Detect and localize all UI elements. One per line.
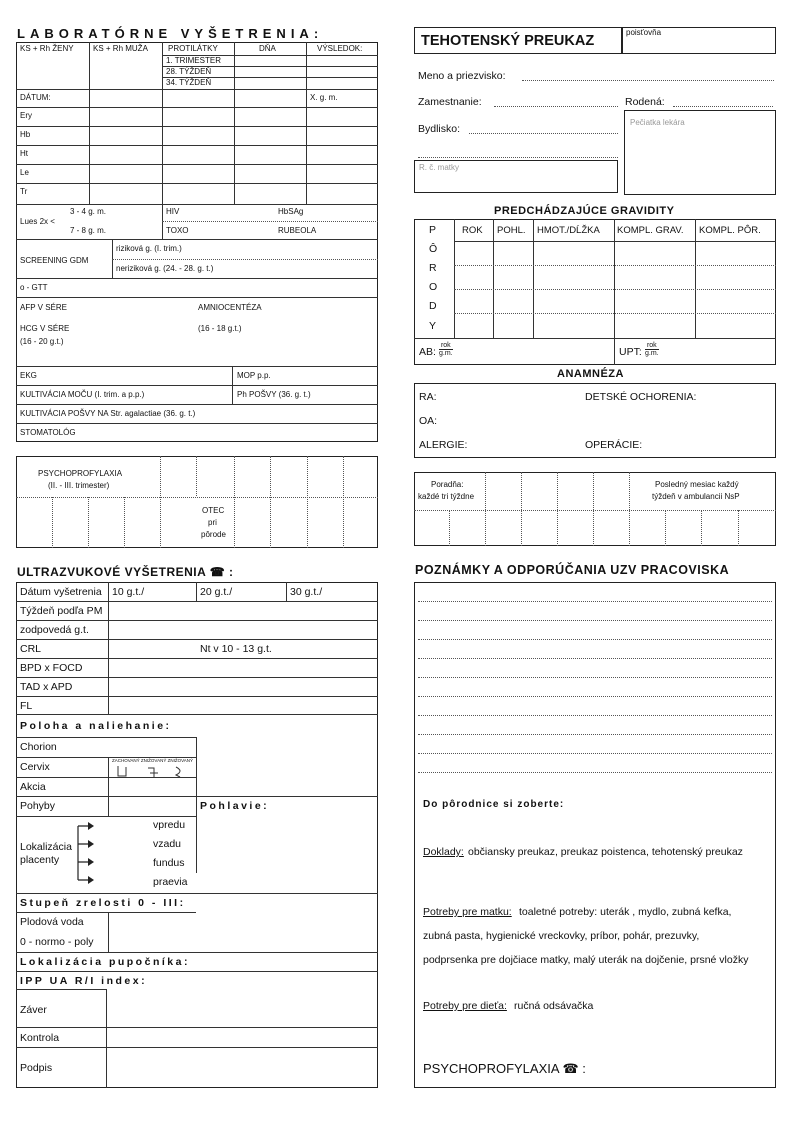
usg-g10: 10 g.t./ <box>112 586 145 598</box>
pg-col-kompl-grav: KOMPL. GRAV. <box>617 225 684 236</box>
anam-ra: RA: <box>419 391 437 403</box>
anam-operacie: OPERÁCIE: <box>585 439 643 451</box>
pg-col-kompl-por: KOMPL. PÔR. <box>699 225 761 236</box>
pg-ab-frac <box>439 342 453 357</box>
usg-akcia: Akcia <box>20 781 46 793</box>
usg-nt: Nt v 10 - 13 g.t. <box>200 643 272 655</box>
pg-col-pohl: POHL. <box>497 225 526 236</box>
gdm-a: riziková g. (I. trim.) <box>116 244 182 253</box>
ekg-label: EKG <box>20 371 37 380</box>
pg-ab-rok: rok <box>440 342 451 349</box>
cervix-stamp-text: ZACHOVANÝ ZNIŽOVANÝ ZNIŽOVANÝ <box>112 758 194 763</box>
usg-title-text: ULTRAZVUKOVÉ VYŠETRENIA <box>17 565 206 579</box>
row-ery: Ery <box>20 111 32 120</box>
usg-row-gt: zodpovedá g.t. <box>20 624 89 636</box>
kult-posv-label: KULTIVÁCIA POŠVY NA Str. agalactiae (36. g. t.) <box>20 409 196 418</box>
usg-title <box>17 566 234 578</box>
col-ks-zeny: KS + Rh ŽENY <box>20 44 74 53</box>
pg-title: PREDCHÁDZAJÚCE GRAVIDITY <box>494 205 675 217</box>
afp-label: AFP V SÉRE <box>20 303 67 312</box>
usg-title-colon: : <box>229 565 234 579</box>
lues-b: 7 - 8 g. m. <box>70 226 107 235</box>
pg-col-rok: ROK <box>462 225 483 236</box>
zamest-field[interactable] <box>494 106 618 107</box>
pg-ab-gm: g.m. <box>439 350 453 357</box>
usg-normo: 0 - normo - poly <box>20 936 94 948</box>
lues-a: 3 - 4 g. m. <box>70 207 107 216</box>
poradna-right-2: týždeň v ambulancii NsP <box>652 492 740 501</box>
pg-letter-o1: Ô <box>429 243 438 255</box>
rubeola-label: RUBEOLA <box>278 226 317 235</box>
notes-matku-text-1: toaletné potreby: uterák , mydlo, zubná kefka, <box>519 906 732 918</box>
poradna-right-1: Posledný mesiac každý <box>655 480 739 489</box>
pg-upt-rok: rok <box>646 342 657 349</box>
usg-datum: Dátum vyšetrenia <box>20 586 102 598</box>
col-dna: DŇA <box>259 44 276 53</box>
pg-letter-p: P <box>429 224 437 236</box>
rodena-field[interactable] <box>673 106 773 107</box>
notes-matku-label: Potreby pre matku: <box>423 906 512 918</box>
usg-zaver: Záver <box>20 1004 47 1016</box>
gdm-b: neriziková g. (24. - 28. g. t.) <box>116 264 214 273</box>
row-hb: Hb <box>20 130 31 139</box>
lab-title: LABORATÓRNE VYŠETRENIA: <box>17 26 324 41</box>
pg-upt-frac <box>645 342 659 357</box>
ogtt-label: o - GTT <box>20 283 48 292</box>
otec-1: OTEC <box>202 506 225 515</box>
week28: 28. TÝŽDEŇ <box>166 67 212 76</box>
meno-field[interactable] <box>522 80 774 81</box>
usg-pupocnik: Lokalizácia pupočníka: <box>20 956 190 968</box>
usg-ipp: IPP UA R/I index: <box>20 975 148 987</box>
usg-cervix: Cervix <box>20 761 50 773</box>
usg-podpis: Podpis <box>20 1062 53 1074</box>
usg-lok1: Lokalizácia <box>20 841 72 853</box>
col-vysledok: VÝSLEDOK: <box>317 44 363 53</box>
peciatka-label: Pečiatka lekára <box>630 118 685 127</box>
otec-3: pôrode <box>201 530 226 539</box>
usg-row-crl: CRL <box>20 643 42 655</box>
usg-fundus: fundus <box>153 857 185 869</box>
kult-moc-label: KULTIVÁCIA MOČU (I. trim. a p.p.) <box>20 390 145 399</box>
usg-vpredu: vpredu <box>153 819 186 831</box>
usg-g30: 30 g.t./ <box>290 586 323 598</box>
otec-2: pri <box>208 518 217 527</box>
pg-ab: AB: <box>419 346 436 358</box>
toxo-label: TOXO <box>166 226 189 235</box>
notes-dieta-label: Potreby pre dieťa: <box>423 1000 507 1012</box>
usg-row-bpd: BPD x FOCD <box>20 662 83 674</box>
usg-plodova: Plodová voda <box>20 916 84 928</box>
hbsag-label: HbSAg <box>278 207 304 216</box>
tp-title: TEHOTENSKÝ PREUKAZ <box>421 33 595 49</box>
pg-upt: UPT: <box>619 346 642 358</box>
week34: 34. TÝŽDEŇ <box>166 78 212 87</box>
hiv-label: HIV <box>166 207 180 216</box>
rodena-label: Rodená: <box>625 96 665 108</box>
xgm-label: X. g. m. <box>310 93 338 102</box>
notes-psycho <box>423 1062 586 1075</box>
trim1: 1. TRIMESTER <box>166 56 221 65</box>
zamest-label: Zamestnanie: <box>418 96 482 108</box>
usg-kontrola: Kontrola <box>20 1032 60 1044</box>
usg-pohlavie: Pohlavie: <box>200 800 270 812</box>
col-ks-muza: KS + Rh MUŽA <box>93 44 148 53</box>
usg-g20: 20 g.t./ <box>200 586 233 598</box>
meno-label: Meno a priezvisko: <box>418 70 506 82</box>
anam-oa: OA: <box>419 415 438 427</box>
stoma-label: STOMATOLÓG <box>20 428 76 437</box>
usg-praevia: praevia <box>153 876 188 888</box>
notes-phone-icon: ☎ <box>562 1061 579 1076</box>
lab-table <box>16 42 378 442</box>
ph-label: Ph POŠVY (36. g. t.) <box>237 390 311 399</box>
notes-porodnica: Do pôrodnice si zoberte: <box>423 799 565 810</box>
pg-letter-d: D <box>429 300 437 312</box>
row-ht: Ht <box>20 149 28 158</box>
psycho-sub: (II. - III. trimester) <box>48 481 110 490</box>
pg-col-hmot: HMOT./DĹŽKA <box>537 225 600 236</box>
usg-vzadu: vzadu <box>153 838 182 850</box>
row-tr: Tr <box>20 187 28 196</box>
anam-title: ANAMNÉZA <box>557 368 624 380</box>
bydlisko-label: Bydlisko: <box>418 123 461 135</box>
row-le: Le <box>20 168 29 177</box>
usg-row-tad: TAD x APD <box>20 681 73 693</box>
usg-chorion: Chorion <box>20 741 57 753</box>
poistovna-label: poisťovňa <box>626 28 662 37</box>
gdm-label: SCREENING GDM <box>20 256 89 265</box>
usg-poloha: Poloha a naliehanie: <box>20 720 172 732</box>
lues-label: Lues 2x < <box>20 217 55 226</box>
rc-label: R. č. matky <box>419 163 460 172</box>
col-protilatky: PROTILÁTKY <box>168 44 218 53</box>
psycho-title: PSYCHOPROFYLAXIA <box>38 469 123 478</box>
poradna-left-1: Poradňa: <box>431 480 464 489</box>
poradna-left-2: každé tri týždne <box>418 492 475 501</box>
anam-detske: DETSKÉ OCHORENIA: <box>585 391 697 403</box>
notes-title: POZNÁMKY A ODPORÚČANIA UZV PRACOVISKA <box>415 563 730 577</box>
notes-psycho-colon: : <box>582 1061 586 1076</box>
usg-stupen: Stupeň zrelosti 0 - III: <box>20 897 186 909</box>
pg-letter-o2: O <box>429 281 438 293</box>
usg-pohyby: Pohyby <box>20 800 56 812</box>
mop-label: MOP p.p. <box>237 371 271 380</box>
pg-letter-y: Y <box>429 320 437 332</box>
hcg-sub: (16 - 20 g.t.) <box>20 337 64 346</box>
notes-dieta-text: ručná odsávačka <box>514 1000 594 1012</box>
notes-doklady-text: občiansky preukaz, preukaz poistenca, tehotenský preukaz <box>468 846 743 858</box>
amnio-label: AMNIOCENTÉZA <box>198 303 262 312</box>
datum-label: DÁTUM: <box>20 93 51 102</box>
usg-lok2: placenty <box>20 854 60 866</box>
amnio-sub: (16 - 18 g.t.) <box>198 324 242 333</box>
hcg-label: HCG V SÉRE <box>20 324 70 333</box>
notes-psycho-text: PSYCHOPROFYLAXIA <box>423 1061 559 1076</box>
usg-row-pm: Týždeň podľa PM <box>20 605 103 617</box>
phone-icon: ☎ <box>209 565 226 579</box>
usg-row-fl: FL <box>20 700 33 712</box>
bydlisko-field[interactable] <box>469 133 618 134</box>
placenta-arrows <box>70 816 98 886</box>
notes-doklady-label: Doklady: <box>423 846 464 858</box>
pg-upt-gm: g.m. <box>645 350 659 357</box>
pg-letter-r: R <box>429 262 437 274</box>
notes-matku-text-3: podprsenka pre dojčiace matky, malý uterák na dojčenie, prsné vložky <box>423 954 749 966</box>
anam-alergie: ALERGIE: <box>419 439 468 451</box>
notes-matku-text-2: zubná pasta, hygienické vreckovky, príbor, pohár, prezuvky, <box>423 930 700 942</box>
